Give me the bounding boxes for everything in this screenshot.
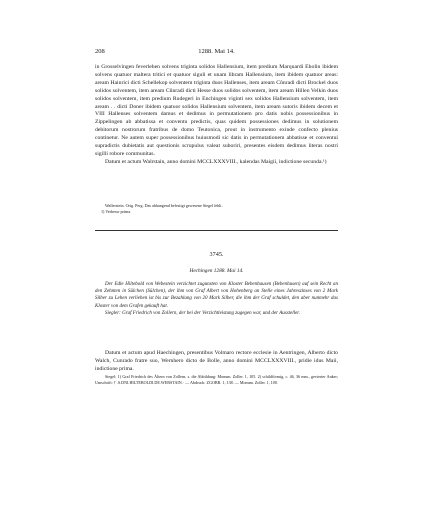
page-number: 208 bbox=[95, 48, 105, 55]
document-number: 3745. bbox=[209, 251, 224, 258]
charter-paragraph-2: Datum et actum apud Haechingen, presentibus Volmaro rectore ecclesie in Aentringen, Alberto dicto Walch, Cunrado fratre suo, Wernhero dicto de Bolle, anno domini MCCLXXXVIII., pridie idus Maii, indictione prima. bbox=[95, 350, 338, 372]
source-note: Wallerstein. Orig. Perg. Das abhangend befestigt gewesene Siegel fehlt. bbox=[105, 203, 223, 208]
regest-summary bbox=[95, 281, 338, 317]
charter-dating-text bbox=[95, 350, 338, 374]
section-divider bbox=[95, 230, 338, 231]
charter-text-continued bbox=[95, 64, 338, 167]
footnote-1: 1) Verbessr prima. bbox=[101, 209, 132, 214]
regest-paragraph: Der Edle Hiltebold von Webestein verzichtet zugunsten von Kloster Bebenhausen (Bebenhusen) auf sein Recht an den Zehnten in Sülchen (Sülchen), der ihm von Graf Albert von Hohenberg an Stelle eines Jahreszinses von 2 Mark Silber zu Lehen verliehen ist bis zur Bezahlung von 20 Mark Silber, die ihm der Graf schuldet, den aber nunmehr das Kloster von dem Grafen gekauft hat. bbox=[95, 282, 338, 309]
charter-paragraph: in Grosselvingen feverlehen solvens triginta solidos Hallensium, item predium Marquardi Eholin ibidem solvens quatuor maltera tritici et quatuor siguli et unam libram Hallensium, item ibidem quatuor areas: aream Hainrici dicti Schellekop solventem triginta duos Hallenses, item aream Cůnradi dicti Brockel duos solidos solventem, item aream Cůnradi dicti Hesse duos solidos solventem, item aream Hillen Velkin duos solidos solventem, item predium Rudegeri in Enchingen viginti sex solidos Hallensium solventem, item aream . . dicti Doner ibidem quatuor solidos Hallensium solventem, item aream sutoris ibidem decem et VIII Hallenses solventem damus et dedimus in permutationem pro datis nobis possessionibus in Zippelingen ab abbatissa et conventu predictis, quas quidem possessiones dedimus in solutionem debitorum nostrorum fratribus de domo Teutonica, prout in instrumento exinde confecto plenius continetur. Ne autem super possessionibus huiusmodi sic datis in permutationem abbatisse et conventui supradictis dubietatis aut questionis scrupulus valeat suboriri, presentes eisdem dedimus literas nostri sigilli robore communitas. bbox=[95, 64, 338, 157]
running-title: 1288. Mai 14. bbox=[198, 48, 235, 55]
source-notes bbox=[95, 203, 338, 215]
seal-notes bbox=[95, 374, 338, 386]
page-header bbox=[95, 48, 338, 57]
sealer-note: Siegler: Graf Friedrich von Zollern, der bei der Verzichtleistung zugegen war, und der Aussteller. bbox=[105, 310, 300, 316]
seal-note: Siegel: 1) Graf Friedrich des Ältern von Zollern, s. die Abbildung: Monum. Zoller. 1, 105. 2) schildförmig, c. 46, 36 mm., gevierter Anker; Umschrift: † .S.DNI.HILTEBOLDI.DE.WEBSTAIN.· — Abdruck: ZGOBR. 1, 138. — Monum. Zoller. 1, 100. bbox=[95, 374, 338, 385]
charter-dating-clause: Datum et actum Walrstain, anno domini MCCLXXXVIII., kalendas Maigii, indictione secunda.¹) bbox=[105, 158, 327, 165]
document-dateline: Hechingen 1288. Mai 14. bbox=[189, 268, 244, 274]
